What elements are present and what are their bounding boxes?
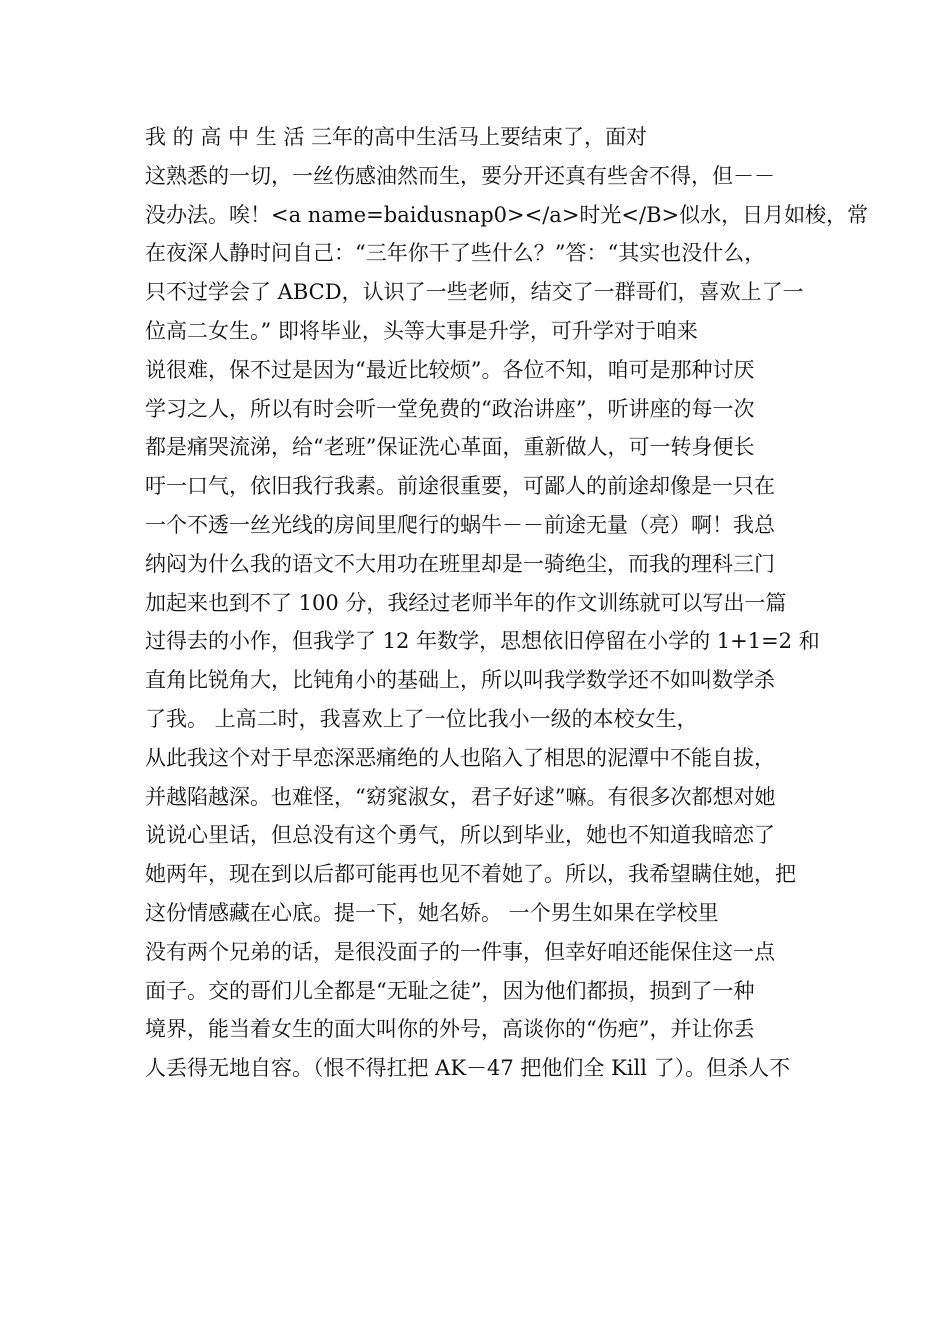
- text-line: 没办法。唉！<a name=baidusnap0></a>时光</B>似水，日月如梭，常: [145, 202, 869, 227]
- text-line: 加起来也到不了 100 分，我经过老师半年的作文训练就可以写出一篇: [145, 590, 787, 615]
- text-line: 从此我这个对于早恋深恶痛绝的人也陷入了相思的泥潭中不能自拔，: [145, 745, 775, 770]
- text-line: 只不过学会了 ABCD，认识了一些老师，结交了一群哥们，喜欢上了一: [145, 280, 804, 305]
- text-line: 吁一口气，依旧我行我素。前途很重要，可鄙人的前途却像是一只在: [145, 474, 775, 499]
- text-line: 人丢得无地自容。（恨不得扛把 AK－47 把他们全 Kill 了）。但杀人不: [145, 1056, 791, 1081]
- text-line: 我 的 高 中 生 活 三年的高中生活马上要结束了，面对: [145, 125, 648, 149]
- text-line: 一个不透一丝光线的房间里爬行的蜗牛－－前途无量（亮）啊！我总: [145, 512, 775, 537]
- text-line: 这份情感藏在心底。提一下，她名娇。 一个男生如果在学校里: [145, 900, 719, 925]
- text-line: 了我。 上高二时，我喜欢上了一位比我小一级的本校女生，: [145, 706, 698, 731]
- text-line: 过得去的小作，但我学了 12 年数学，思想依旧停留在小学的 1+1=2 和: [145, 629, 820, 654]
- text-line: 她两年，现在到以后都可能再也见不着她了。所以，我希望瞒住她，把: [145, 862, 796, 887]
- text-line: 在夜深人静时问自己：“三年你干了些什么？”答：“其实也没什么，: [145, 241, 766, 266]
- text-line: 境界，能当着女生的面大叫你的外号，高谈你的“伤疤”，并让你丢: [145, 1017, 755, 1042]
- text-line: 说说心里话，但总没有这个勇气，所以到毕业，她也不知道我暗恋了: [145, 823, 775, 848]
- text-line: 位高二女生。” 即将毕业，头等大事是升学，可升学对于咱来: [145, 318, 698, 343]
- essay-body: [145, 118, 869, 1088]
- text-line: 面子。交的哥们儿全都是“无耻之徒”，因为他们都损，损到了一种: [145, 978, 755, 1003]
- text-line: 并越陷越深。也难怪，“窈窕淑女，君子好逑”嘛。有很多次都想对她: [145, 784, 776, 809]
- text-line: 这熟悉的一切，一丝伤感油然而生，要分开还真有些舍不得，但－－: [145, 163, 775, 188]
- text-line: 都是痛哭流涕，给“老班”保证洗心革面，重新做人，可一转身便长: [145, 435, 755, 460]
- text-line: 没有两个兄弟的话，是很没面子的一件事，但幸好咱还能保住这一点: [145, 939, 775, 964]
- text-line: 说很难，保不过是因为“最近比较烦”。各位不知，咱可是那种讨厌: [145, 357, 755, 382]
- text-line: 纳闷为什么我的语文不大用功在班里却是一骑绝尘，而我的理科三门: [145, 551, 775, 576]
- text-line: 直角比锐角大，比钝角小的基础上，所以叫我学数学还不如叫数学杀: [145, 668, 775, 693]
- text-line: 学习之人，所以有时会听一堂免费的“政治讲座”，听讲座的每一次: [145, 396, 755, 421]
